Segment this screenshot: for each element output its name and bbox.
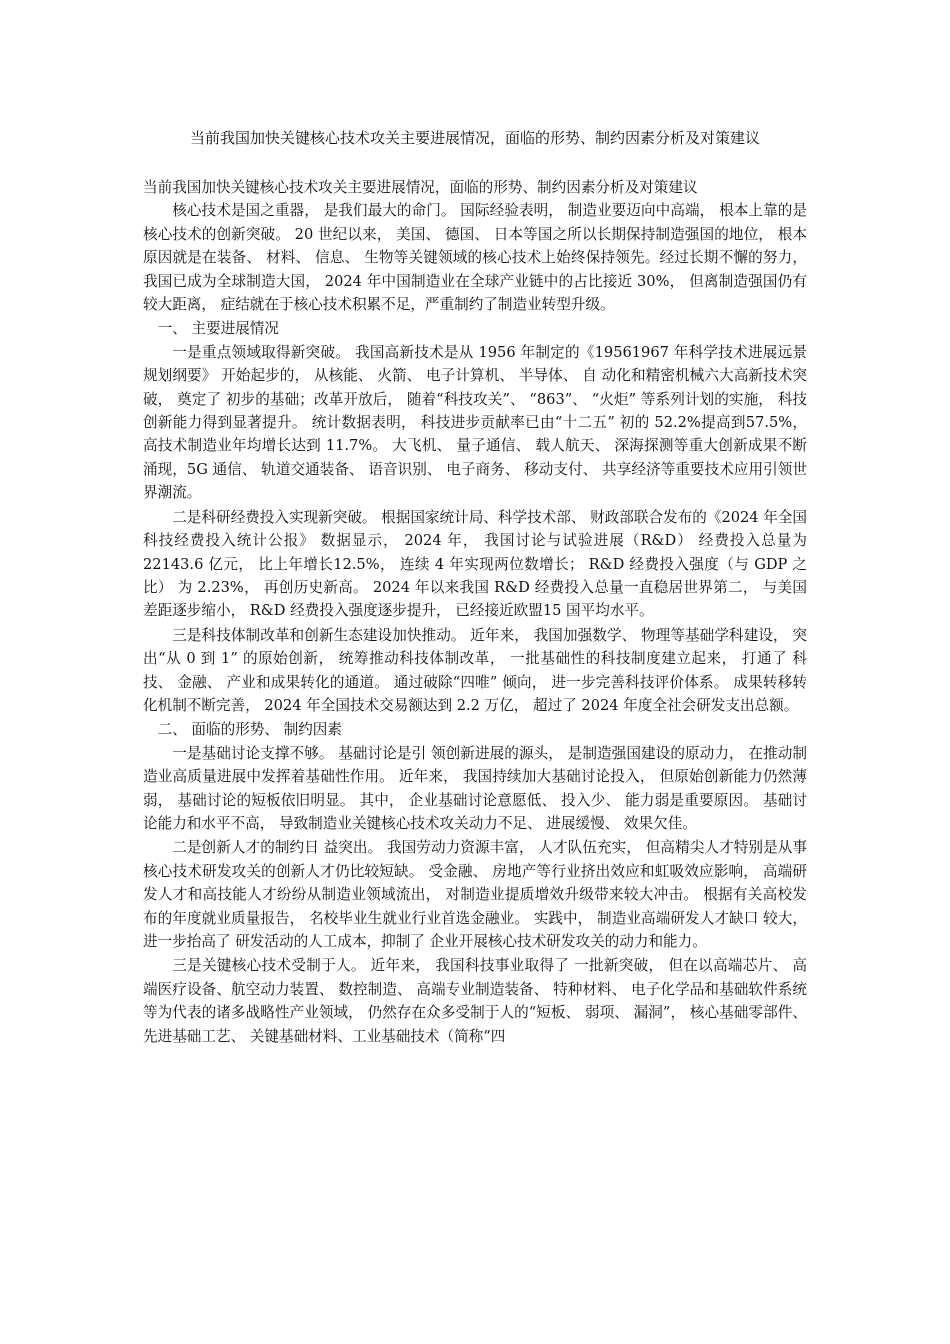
paragraph-system-reform: 三是科技体制改革和创新生态建设加快推动。 近年来， 我国加强数学、 物理等基础学科建设， 突出“从 0 到 1” 的原始创新， 统筹推动科技体制改革， 一批基础性的科技制度建立起来， 打通了 科技、 金融、 产业和成果转化的通道。 通过破除“四唯” 倾向， 进一步完善科技评价体系。 成果转移转化机制不断完善， 2024 年全国技术交易额达到 2.2 万亿， 超过了 2024 年度全社会研发支出总额。 [143,626,807,714]
paragraph-research-funding: 二是科研经费投入实现新突破。 根据国家统计局、科学技术部、 财政部联合发布的《2024 年全国科技经费投入统计公报》 数据显示， 2024 年， 我国讨论与试验进展（R&D） 经费投入总量为 22143.6 亿元， 比上年增长12.5%， 连续 4 年实现两位数增长； R&D 经费投入强度（与 GDP 之比） 为 2.23%， 再创历史新高。 2024 年以来我国 R&D 经费投入总量一直稳居世界第二， 与美国差距逐步缩小， R&D 经费投入强度逐步提升， 已经接近欧盟15 国平均水平。 [143,508,807,620]
paragraph-core-tech: 三是关键核心技术受制于人。 近年来， 我国科技事业取得了 一批新突破， 但在以高端芯片、 高端医疗设备、航空动力装置、 数控制造、 高端专业制造装备、 特种材料、 电子化学品和基础软件系统等为代表的诸多战略性产业领域， 仍然存在众多受制于人的“短板、 弱项、 漏洞”， 核心基础零部件、 先进基础工艺、 关键基础材料、工业基础技术（简称“四 [143,957,807,1045]
document-title: 当前我国加快关键核心技术攻关主要进展情况，面临的形势、制约因素分析及对策建议 [189,129,760,147]
document-subtitle: 当前我国加快关键核心技术攻关主要进展情况，面临的形势、制约因素分析及对策建议 [143,179,698,196]
document-body [143,176,807,1049]
section-heading-constraints: 二、 面临的形势、 制约因素 [157,721,342,739]
paragraph-talent: 二是创新人才的制约日 益突出。 我国劳动力资源丰富， 人才队伍充实， 但高精尖人才特别是从事核心技术研发攻关的创新人才仍比较短缺。 受金融、 房地产等行业挤出效应和虹吸效应影响， 高端研发人才和高技能人才纷纷从制造业领域流出， 对制造业提质增效升级带来较大冲击。 根据有关高校发布的年度就业质量报告， 名校毕业生就业行业首选金融业。 实践中， 制造业高端研发人才缺口 较大， 进一步抬高了 研发活动的人工成本，抑制了 企业开展核心技术研发攻关的动力和能力。 [143,839,807,950]
intro-paragraph: 核心技术是国之重器， 是我们最大的命门。 国际经验表明， 制造业要迈向中高端， 根本上靠的是核心技术的创新突破。 20 世纪以来， 美国、 德国、 日本等国之所以长期保持制造强国的地位， 根本原因就是在装备、 材料、 信息、 生物等关键领域的核心技术上始终保持领先。经过长期不懈的努力， 我国已成为全球制造大国， 2024 年中国制造业在全球产业链中的占比接近 30%， 但离制造强国仍有较大距离， 症结就在于核心技术积累不足，严重制约了制造业转型升级。 [143,202,807,314]
section-heading-progress: 一、 主要进展情况 [157,320,279,338]
paragraph-key-fields: 一是重点领域取得新突破。 我国高新技术是从 1956 年制定的《19561967 年科学技术进展远景规划纲要》 开始起步的， 从核能、 火箭、 电子计算机、 半导体、 自 动化和精密机械六大高新技术突破， 奠定了 初步的基础；改革开放后， 随着“科技攻关”、 “863”、 “火炬” 等系列计划的实施， 科技创新能力得到显著提升。 统计数据表明， 科技进步贡献率已由“十二五” 初的 52.2%提高到57.5%， 高技术制造业年均增长达到 11.7%。 大飞机、 量子通信、 载人航天、 深海探测等重大创新成果不断涌现，5G 通信、 轨道交通装备、 语音识别、 电子商务、 移动支付、 共享经济等重要技术应用引领世界潮流。 [143,343,807,502]
paragraph-basic-research: 一是基础讨论支撑不够。 基础讨论是引 领创新进展的源头， 是制造强国建设的原动力， 在推动制造业高质量进展中发挥着基础性作用。 近年来， 我国持续加大基础讨论投入， 但原始创新能力仍然薄弱， 基础讨论的短板依旧明显。 其中， 企业基础讨论意愿低、 投入少、 能力弱是重要原因。 基础讨论能力和水平不高， 导致制造业关键核心技术攻关动力不足、 进展缓慢、 效果欠佳。 [143,744,807,832]
